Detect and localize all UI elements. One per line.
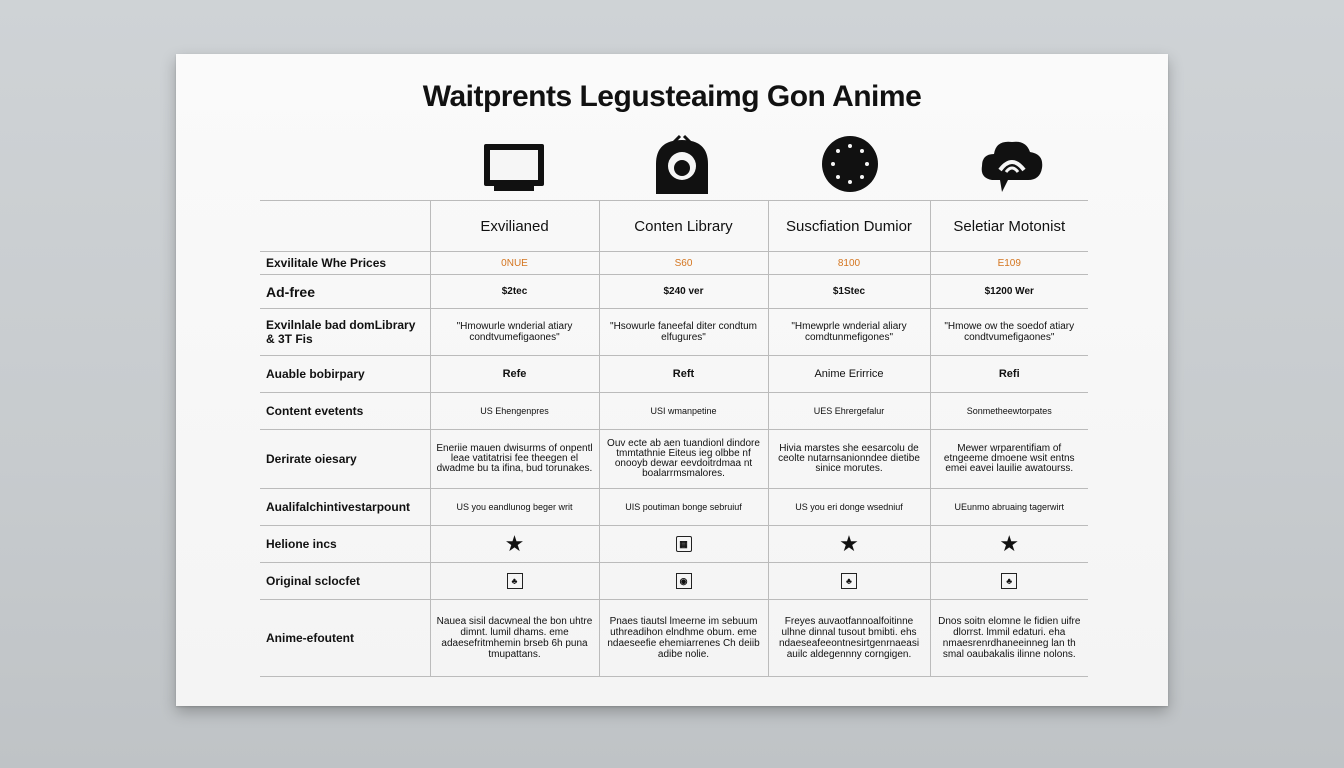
row-label: Exvilitale Whe Prices (260, 252, 430, 275)
table-cell: 0NUE (430, 252, 599, 275)
row-label: Anime-efoutent (260, 600, 430, 677)
table-cell: US you eandlunog beger writ (430, 489, 599, 526)
table-cell: Pnaes tiautsl lmeerne im sebuum uthreadihon elndhme obum. eme ndaeseefie ehemiarrenes Ch deiib adibe nolie. (599, 600, 768, 677)
disc-icon (820, 134, 880, 194)
box-icon: ▦ (599, 526, 768, 563)
table-row (260, 356, 1088, 393)
table-row (260, 489, 1088, 526)
table-cell: Dnos soitn elomne le fidien uifre dlorrst. lmmil edaturi. eha nmaesrenrdhaneeinneg lan th smal oaubakalis ilinne nolons. (930, 600, 1088, 677)
table-header-row (260, 201, 1088, 252)
row-label: Helione incs (260, 526, 430, 563)
table-cell: Ouv ecte ab aen tuandionl dindore tmmtathnie Eiteus ieg olbbe nf onooyb dewar eevdoitrdmaa nt boalarrmsmalores. (599, 430, 768, 489)
table-row (260, 309, 1088, 356)
table-row (260, 252, 1088, 275)
row-label: Aualifalchintivestarpount (260, 489, 430, 526)
comparison-sheet (176, 54, 1168, 706)
row-label: Derirate oiesary (260, 430, 430, 489)
table-row (260, 600, 1088, 677)
table-cell: S60 (599, 252, 768, 275)
star-icon: ★ (930, 526, 1088, 563)
star-icon: ★ (430, 526, 599, 563)
column-header: Suscfiation Dumior (768, 201, 930, 252)
tv-icon (482, 142, 546, 196)
table-cell: "Hmewprle wnderial aliary comdtunmefigones" (768, 309, 930, 356)
table-cell: US you eri donge wsedniuf (768, 489, 930, 526)
speaker-icon (650, 134, 714, 198)
table-row (260, 393, 1088, 430)
table-cell: USI wmanpetine (599, 393, 768, 430)
table-row (260, 430, 1088, 489)
table-cell: "Hmowe ow the soedof atiary condtvumefigaones" (930, 309, 1088, 356)
table-cell: Freyes auvaotfannoalfoitinne ulhne dinnal tusout bmibti. ehs ndaeseafeeontnesirtgenrnaeasi auilc aldegennny corngigen. (768, 600, 930, 677)
table-cell: UIS poutiman bonge sebruiuf (599, 489, 768, 526)
table-cell: $1200 Wer (930, 275, 1088, 309)
table-cell: UES Ehrergefalur (768, 393, 930, 430)
row-label: Content evetents (260, 393, 430, 430)
table-cell: Eneriie mauen dwisurms of onpentl leae vatitatrisi fee theegen el dwadme bu ta ifina, bud torunakes. (430, 430, 599, 489)
square-icon: ◉ (599, 563, 768, 600)
table-cell: US Ehengenpres (430, 393, 599, 430)
table-cell: Refe (430, 356, 599, 393)
star-icon: ★ (768, 526, 930, 563)
comparison-table (260, 200, 1088, 677)
table-cell: $240 ver (599, 275, 768, 309)
table-cell: Sonmetheewtorpates (930, 393, 1088, 430)
table-cell: Reft (599, 356, 768, 393)
page-title: Waitprents Legusteaimg Gon Anime (422, 80, 922, 113)
table-cell: 8100 (768, 252, 930, 275)
cloud-chat-icon (978, 134, 1046, 198)
table-cell: Nauea sisil dacwneal the bon uhtre dimnt. lumil dhams. eme adaesefritmhemin brseb 6h puna tmupattans. (430, 600, 599, 677)
table-cell: $2tec (430, 275, 599, 309)
table-cell: "Hmowurle wnderial atiary condtvumefigaones" (430, 309, 599, 356)
table-row (260, 526, 1088, 563)
square-icon: ♣ (768, 563, 930, 600)
row-label: Original sclocfet (260, 563, 430, 600)
column-header: Seletiar Motonist (930, 201, 1088, 252)
square-icon: ♣ (930, 563, 1088, 600)
table-cell: Refi (930, 356, 1088, 393)
table-row (260, 275, 1088, 309)
row-label: Exvilnlale bad domLibrary & 3T Fis (260, 309, 430, 356)
table-cell: Hivia marstes she eesarcolu de ceolte nutarnsanionndee dietibe sinice morutes. (768, 430, 930, 489)
square-icon: ♣ (430, 563, 599, 600)
row-label: Auable bobirpary (260, 356, 430, 393)
table-row (260, 563, 1088, 600)
table-cell: "Hsowurle faneefal diter condtum elfugures" (599, 309, 768, 356)
table-cell: Mewer wrparentifiam of etngeeme dmoene wsit entns emei eavei lauilie awatourss. (930, 430, 1088, 489)
row-label: Ad-free (260, 275, 430, 309)
table-cell: Anime Erirrice (768, 356, 930, 393)
column-header: Exvilianed (430, 201, 599, 252)
header-blank (260, 201, 430, 252)
table-cell: UEunmo abruaing tagerwirt (930, 489, 1088, 526)
column-header: Conten Library (599, 201, 768, 252)
table-cell: E109 (930, 252, 1088, 275)
table-cell: $1Stec (768, 275, 930, 309)
